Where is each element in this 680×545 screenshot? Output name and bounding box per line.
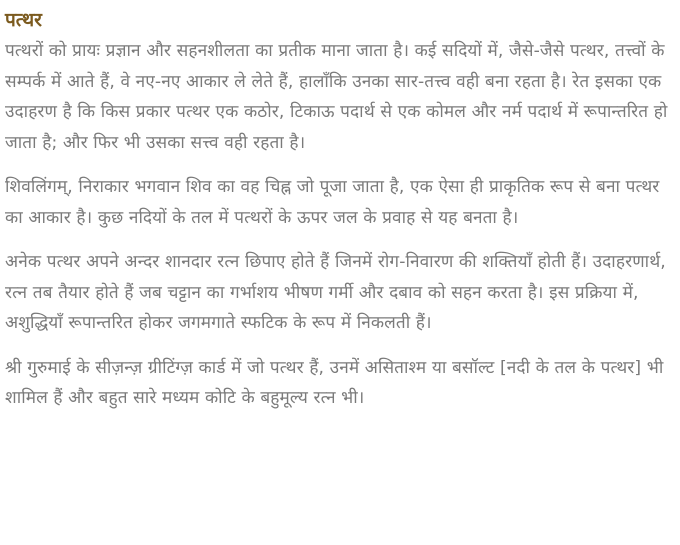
paragraph-4: श्री गुरुमाई के सीज़न्ज़ ग्रीटिंग्ज़ कार्ड में जो पत्थर हैं, उनमें असिताश्म या बसॉल्ट [नदी के तल के पत्थर] भी शामिल हैं और बहुत सारे मध्यम कोटि के बहुमूल्य रत्न भी। — [5, 357, 664, 408]
article — [5, 6, 670, 428]
paragraph-3: अनेक पत्थर अपने अन्दर शानदार रत्न छिपाए होते हैं जिनमें रोग-निवारण की शक्तियाँ होती हैं। उदाहरणार्थ, रत्न तब तैयार होते हैं जब चट्टान का गर्भाशय भीषण गर्मी और दबाव को सहन करता है। इस प्रक्रिया में, अशुद्धियाँ रूपान्तरित होकर जगमगाते स्फटिक के रूप में निकलती हैं। — [5, 252, 666, 333]
article-title: पत्थर — [5, 9, 42, 31]
paragraph-2: शिवलिंगम्, निराकार भगवान शिव का वह चिह्न जो पूजा जाता है, एक ऐसा ही प्राकृतिक रूप से बना पत्थर का आकार है। कुछ नदियों के तल में पत्थरों के ऊपर जल के प्रवाह से यह बनता है। — [5, 177, 660, 228]
paragraph-1: पत्थरों को प्रायः प्रज्ञान और सहनशीलता का प्रतीक माना जाता है। कई सदियों में, जैसे-जैसे पत्थर, तत्त्वों के सम्पर्क में आते हैं, वे नए-नए आकार ले लेते हैं, हालाँकि उनका सार-तत्त्व वही बना रहता है। रेत इसका एक उदाहरण है कि किस प्रकार पत्थर एक कठोर, टिकाऊ पदार्थ से एक कोमल और नर्म पदार्थ में रूपान्तरित हो जाता है; और फिर भी उसका सत्त्व वही रहता है। — [5, 41, 668, 153]
